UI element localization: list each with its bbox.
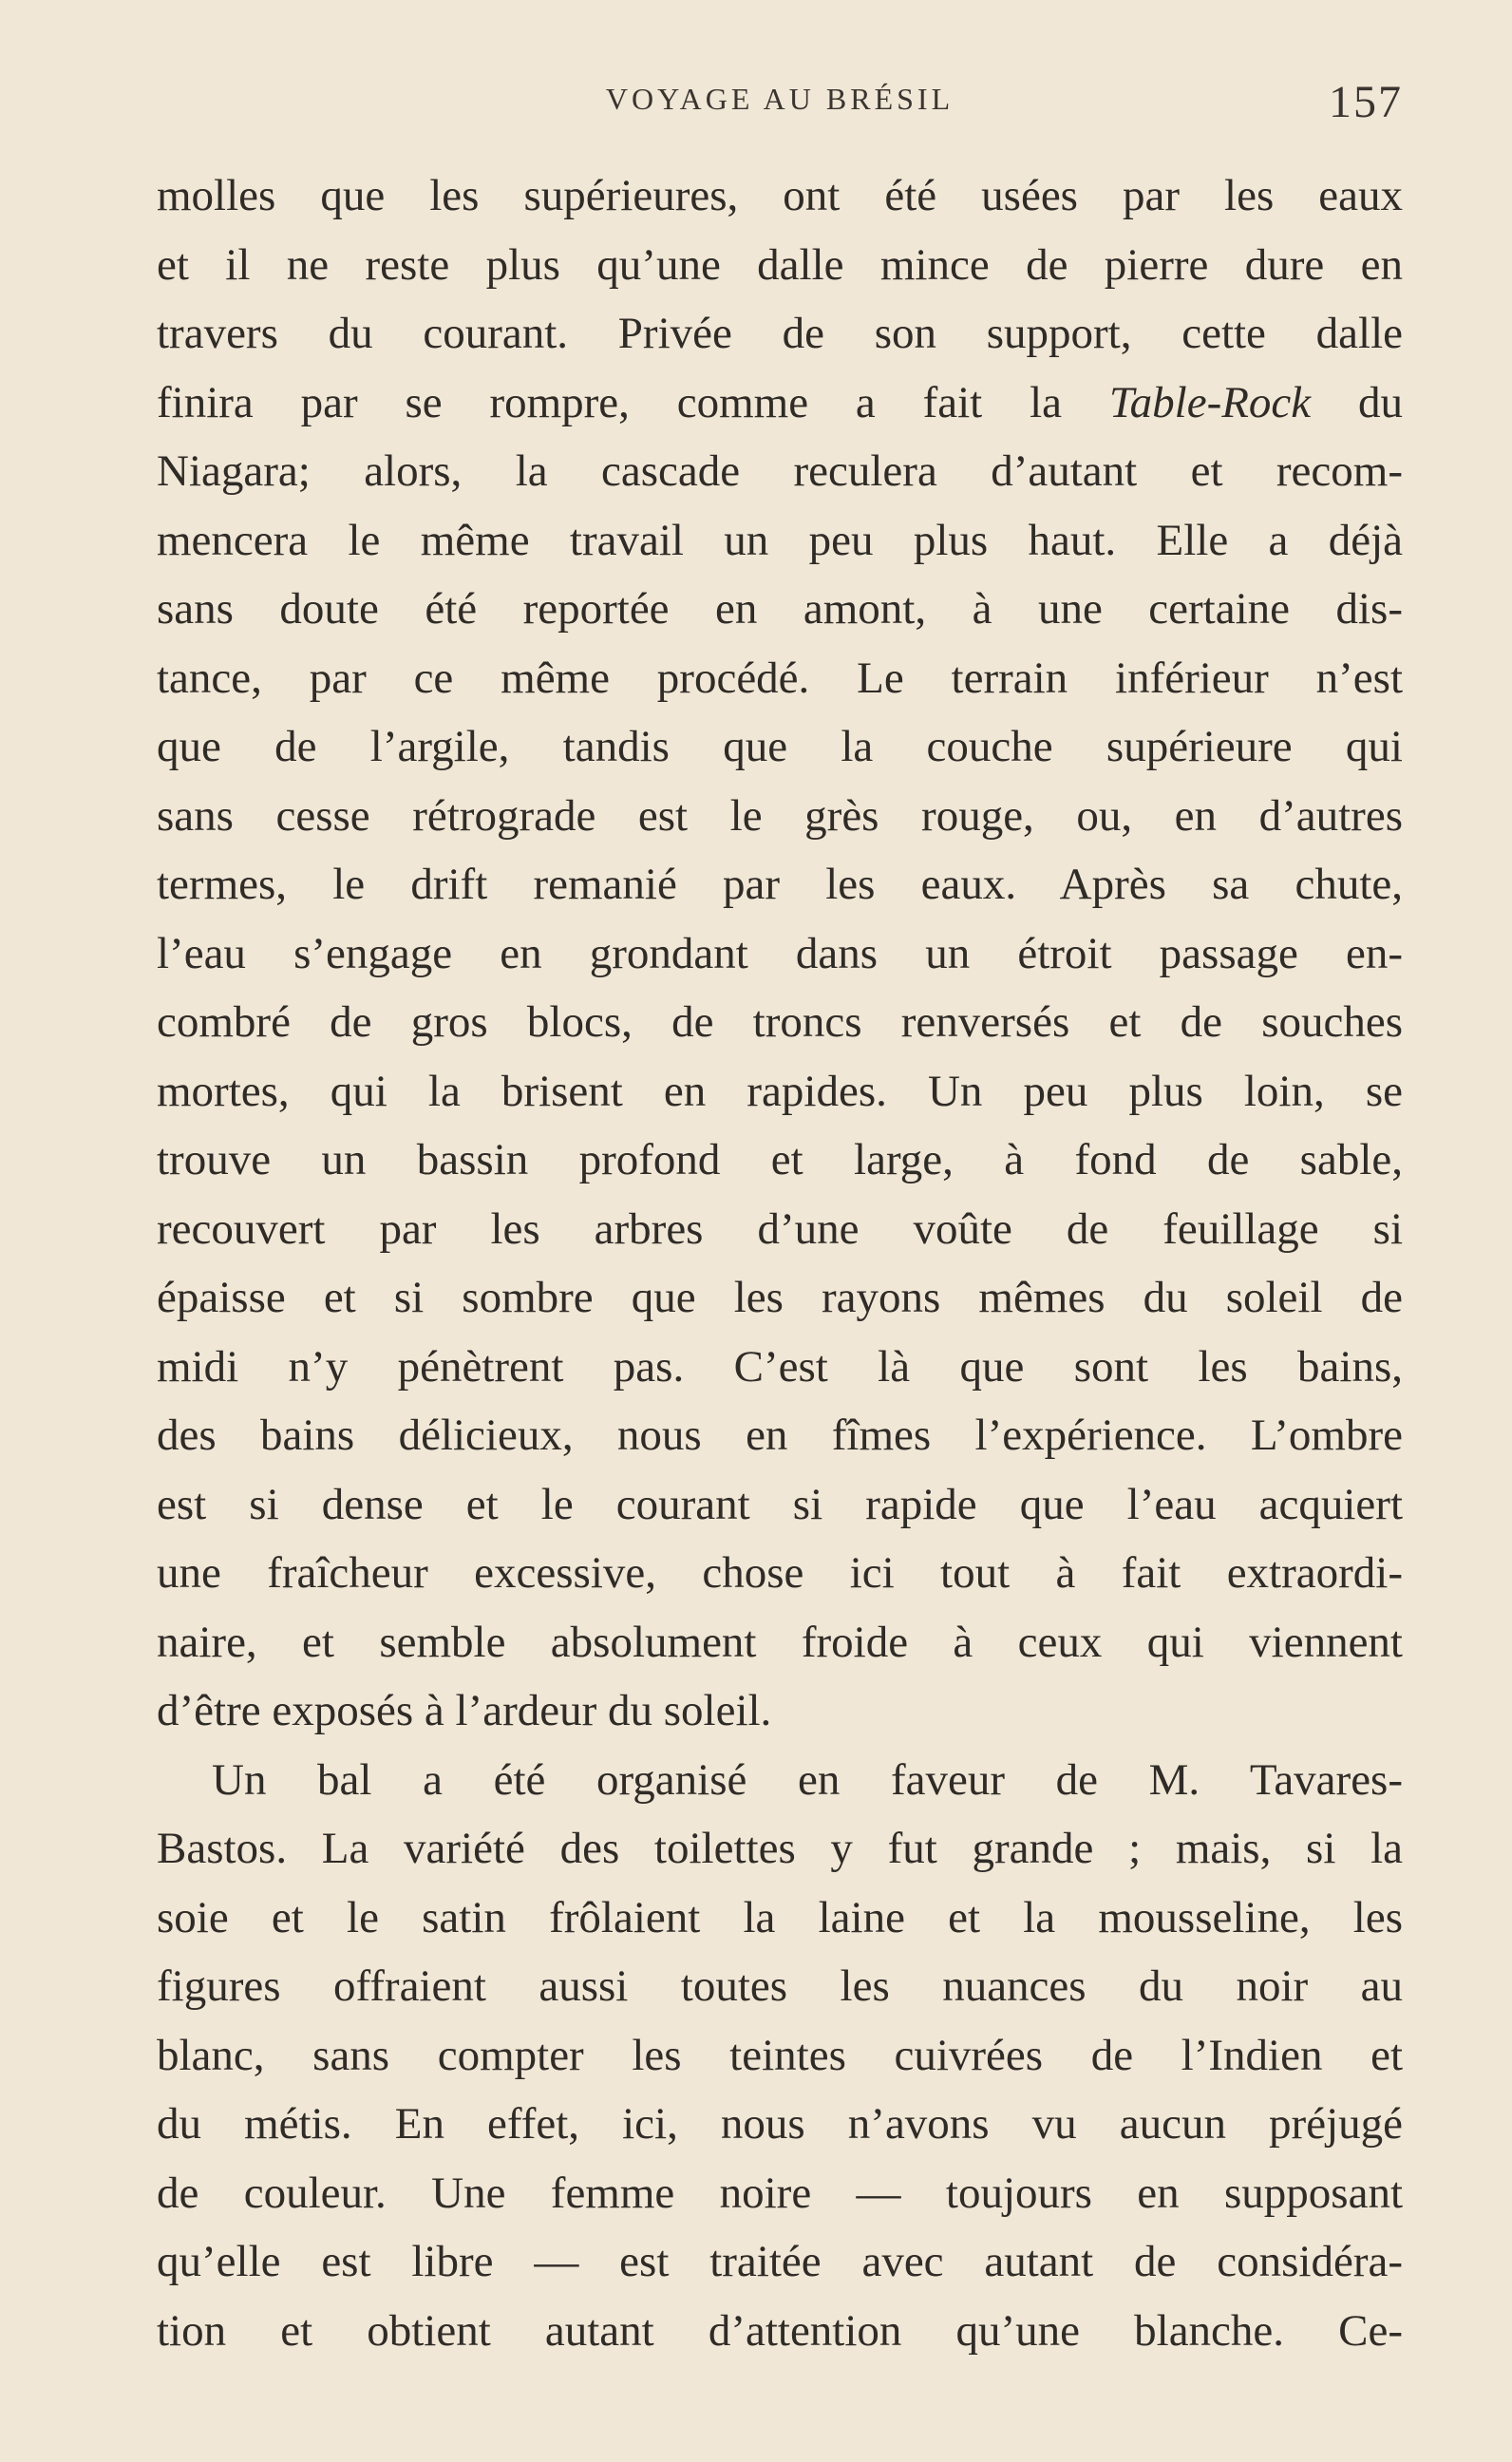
text-segment: du: [1311, 377, 1403, 427]
text-line: soie et le satin frôlaient la laine et la mousseline, les: [157, 1892, 1403, 1942]
text-line: tance, par ce même procédé. Le terrain inférieur n’est: [157, 653, 1403, 703]
text-line: sans cesse rétrograde est le grès rouge, ou, en d’autres: [157, 790, 1403, 841]
text-line: combré de gros blocs, de troncs renversés et de souches: [157, 997, 1403, 1047]
italic-term: Table-Rock: [1108, 377, 1312, 427]
page-number: 157: [1329, 77, 1403, 127]
text-line: Un bal a été organisé en faveur de M. Tavares-: [212, 1754, 1403, 1805]
text-line: du métis. En effet, ici, nous n’avons vu aucun préjugé: [157, 2099, 1403, 2149]
text-line-with-italic: [157, 369, 1403, 438]
text-line: naire, et semble absolument froide à ceux qui viennent: [157, 1617, 1403, 1667]
text-line: et il ne reste plus qu’une dalle mince de pierre dure en: [157, 239, 1403, 290]
text-line: midi n’y pénètrent pas. C’est là que sont les bains,: [157, 1341, 1403, 1392]
text-line: sans doute été reportée en amont, à une certaine dis-: [157, 584, 1403, 634]
text-line: tion et obtient autant d’attention qu’une blanche. Ce-: [157, 2305, 1403, 2356]
running-head: [157, 76, 1403, 125]
text-line: Niagara; alors, la cascade reculera d’autant et recom-: [157, 446, 1403, 496]
text-line: que de l’argile, tandis que la couche supérieure qui: [157, 722, 1403, 771]
text-line: trouve un bassin profond et large, à fond de sable,: [157, 1135, 1403, 1184]
text-line: termes, le drift remanié par les eaux. Après sa chute,: [157, 860, 1403, 909]
running-title: VOYAGE AU BRÉSIL: [605, 82, 954, 116]
text-line: épaisse et si sombre que les rayons mêmes du soleil de: [157, 1273, 1403, 1322]
text-line: une fraîcheur excessive, chose ici tout à fait extraordi-: [157, 1548, 1403, 1598]
text-line: mencera le même travail un peu plus haut. Elle a déjà: [157, 515, 1403, 565]
text-line: figures offraient aussi toutes les nuances du noir au: [157, 1961, 1403, 2011]
text-line: travers du courant. Privée de son support, cette dalle: [157, 309, 1403, 358]
text-line: des bains délicieux, nous en fîmes l’expérience. L’ombre: [157, 1411, 1403, 1460]
text-line: l’eau s’engage en grondant dans un étroit passage en-: [157, 928, 1403, 978]
text-segment: finira par se rompre, comme a fait la: [157, 377, 1109, 427]
text-line: molles que les supérieures, ont été usées par les eaux: [157, 171, 1403, 220]
text-line: blanc, sans compter les teintes cuivrées de l’Indien et: [157, 2030, 1403, 2080]
body-text: [157, 161, 1403, 2365]
text-line: recouvert par les arbres d’une voûte de feuillage si: [157, 1203, 1403, 1254]
text-line: de couleur. Une femme noire — toujours en supposant: [157, 2168, 1403, 2218]
text-line: est si dense et le courant si rapide que l’eau acquiert: [157, 1479, 1403, 1529]
text-line: Bastos. La variété des toilettes y fut grande ; mais, si la: [157, 1824, 1403, 1873]
text-line: mortes, qui la brisent en rapides. Un peu plus loin, se: [157, 1066, 1403, 1116]
text-line: qu’elle est libre — est traitée avec autant de considéra-: [157, 2237, 1403, 2286]
text-line: d’être exposés à l’ardeur du soleil.: [157, 1686, 772, 1735]
